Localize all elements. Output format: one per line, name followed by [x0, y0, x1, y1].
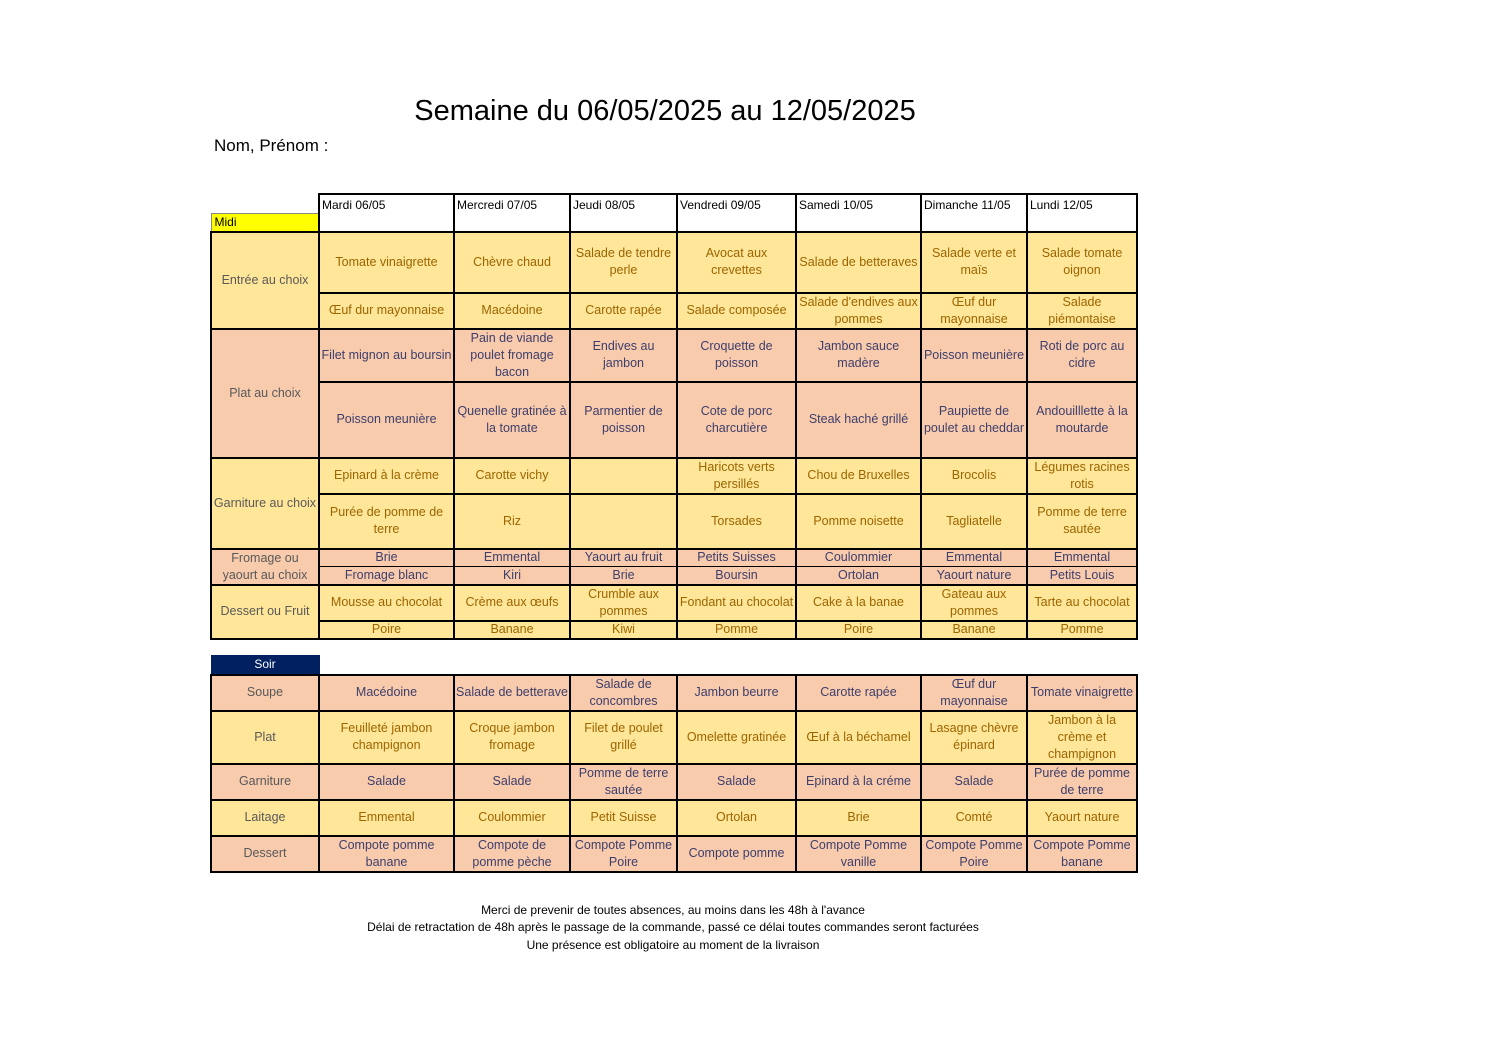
menu-cell: Pomme	[677, 621, 796, 639]
menu-cell: Carotte rapée	[570, 293, 677, 329]
menu-cell: Œuf à la béchamel	[796, 711, 921, 764]
menu-cell: Compote Pomme banane	[1027, 836, 1137, 872]
menu-cell: Emmental	[454, 549, 570, 567]
page-title: Semaine du 06/05/2025 au 12/05/2025	[414, 95, 916, 127]
menu-cell: Compote Pomme Poire	[570, 836, 677, 872]
menu-cell: Croquette de poisson	[677, 329, 796, 382]
day-header: Mercredi 07/05	[454, 194, 570, 232]
menu-cell: Pomme noisette	[796, 494, 921, 549]
menu-row	[211, 800, 1137, 836]
menu-cell: Brie	[796, 800, 921, 836]
menu-cell	[570, 458, 677, 494]
menu-cell: Chou de Bruxelles	[796, 458, 921, 494]
menu-cell	[570, 494, 677, 549]
menu-cell: Steak haché grillé	[796, 382, 921, 458]
menu-cell: Tomate vinaigrette	[319, 232, 454, 293]
menu-cell: Jambon beurre	[677, 675, 796, 711]
menu-cell: Yaourt nature	[921, 567, 1027, 585]
menu-row	[211, 494, 1137, 549]
menu-cell: Salade de betteraves	[796, 232, 921, 293]
menu-cell: Paupiette de poulet au cheddar	[921, 382, 1027, 458]
menu-cell: Cote de porc charcutière	[677, 382, 796, 458]
menu-cell: Carotte vichy	[454, 458, 570, 494]
menu-cell: Torsades	[677, 494, 796, 549]
menu-cell: Yaourt au fruit	[570, 549, 677, 567]
day-header: Lundi 12/05	[1027, 194, 1137, 232]
menu-cell: Fromage blanc	[319, 567, 454, 585]
menu-cell: Epinard à la créme	[796, 764, 921, 800]
menu-cell: Ortolan	[677, 800, 796, 836]
menu-row	[211, 621, 1137, 639]
menu-cell: Poisson meunière	[319, 382, 454, 458]
menu-row	[211, 764, 1137, 800]
menu-cell: Banane	[454, 621, 570, 639]
menu-cell: Banane	[921, 621, 1027, 639]
menu-cell: Pomme de terre sautée	[570, 764, 677, 800]
menu-cell: Andouilllette à la moutarde	[1027, 382, 1137, 458]
menu-cell: Petits Louis	[1027, 567, 1137, 585]
menu-cell: Salade de concombres	[570, 675, 677, 711]
menu-cell: Crème aux œufs	[454, 585, 570, 621]
menu-cell: Purée de pomme de terre	[319, 494, 454, 549]
menu-cell: Compote Pomme Poire	[921, 836, 1027, 872]
menu-cell: Omelette gratinée	[677, 711, 796, 764]
menu-row	[211, 549, 1137, 567]
menu-row	[211, 585, 1137, 621]
footer-line-1: Merci de prevenir de toutes absences, au moins dans les 48h à l'avance	[481, 903, 865, 917]
menu-cell: Purée de pomme de terre	[1027, 764, 1137, 800]
blank-cell	[921, 656, 1027, 675]
menu-cell: Quenelle gratinée à la tomate	[454, 382, 570, 458]
menu-cell: Jambon à la crème et champignon	[1027, 711, 1137, 764]
menu-row	[211, 293, 1137, 329]
menu-cell: Salade tomate oignon	[1027, 232, 1137, 293]
menu-cell: Salade verte et maïs	[921, 232, 1027, 293]
menu-row	[211, 711, 1137, 764]
menu-cell: Pomme de terre sautée	[1027, 494, 1137, 549]
menu-cell: Pomme	[1027, 621, 1137, 639]
menu-cell: Mousse au chocolat	[319, 585, 454, 621]
menu-row	[211, 675, 1137, 711]
menu-cell: Salade	[677, 764, 796, 800]
day-header: Mardi 06/05	[319, 194, 454, 232]
footer-line-3: Une présence est obligatoire au moment de la livraison	[526, 938, 820, 952]
menu-cell: Filet de poulet grillé	[570, 711, 677, 764]
category-label-garniture: Garniture au choix	[211, 458, 319, 549]
menu-cell: Salade d'endives aux pommes	[796, 293, 921, 329]
menu-cell: Coulommier	[454, 800, 570, 836]
menu-cell: Pain de viande poulet fromage bacon	[454, 329, 570, 382]
day-header: Jeudi 08/05	[570, 194, 677, 232]
menu-cell: Macédoine	[319, 675, 454, 711]
menu-cell: Carotte rapée	[796, 675, 921, 711]
blank-cell	[677, 656, 796, 675]
footer-line-2: Délai de retractation de 48h après le passage de la commande, passé ce délai toutes commandes seront facturées	[367, 920, 979, 934]
menu-cell: Salade piémontaise	[1027, 293, 1137, 329]
menu-row	[211, 232, 1137, 293]
menu-cell: Poire	[319, 621, 454, 639]
menu-cell: Salade composée	[677, 293, 796, 329]
menu-cell: Crumble aux pommes	[570, 585, 677, 621]
soir-label-row	[211, 656, 1137, 675]
category-label-plat: Plat	[211, 711, 319, 764]
menu-row	[211, 382, 1137, 458]
category-label-fromage: Fromage ou yaourt au choix	[211, 549, 319, 585]
menu-cell: Lasagne chèvre épinard	[921, 711, 1027, 764]
dinner-menu-table	[210, 655, 1138, 873]
menu-cell: Yaourt nature	[1027, 800, 1137, 836]
lunch-menu-table	[210, 193, 1138, 640]
menu-cell: Jambon sauce madère	[796, 329, 921, 382]
menu-cell: Poisson meunière	[921, 329, 1027, 382]
category-label-plat: Plat au choix	[211, 329, 319, 458]
menu-cell: Avocat aux crevettes	[677, 232, 796, 293]
menu-row	[211, 458, 1137, 494]
blank-cell	[796, 656, 921, 675]
menu-cell: Chèvre chaud	[454, 232, 570, 293]
menu-cell: Coulommier	[796, 549, 921, 567]
menu-cell: Kiri	[454, 567, 570, 585]
soir-section-label: Soir	[211, 656, 319, 675]
menu-cell: Epinard à la crème	[319, 458, 454, 494]
menu-cell: Salade	[454, 764, 570, 800]
day-header-row	[211, 194, 1137, 213]
menu-cell: Œuf dur mayonnaise	[921, 293, 1027, 329]
day-header: Samedi 10/05	[796, 194, 921, 232]
menu-cell: Poire	[796, 621, 921, 639]
menu-cell: Œuf dur mayonnaise	[319, 293, 454, 329]
menu-cell: Salade	[319, 764, 454, 800]
menu-cell: Emmental	[1027, 549, 1137, 567]
name-field-label: Nom, Prénom :	[214, 136, 329, 155]
midi-section-label: Midi	[211, 213, 319, 232]
category-label-dessert: Dessert	[211, 836, 319, 872]
menu-cell: Feuilleté jambon champignon	[319, 711, 454, 764]
menu-cell: Macédoine	[454, 293, 570, 329]
menu-cell: Tomate vinaigrette	[1027, 675, 1137, 711]
menu-cell: Salade	[921, 764, 1027, 800]
menu-cell: Filet mignon au boursin	[319, 329, 454, 382]
day-header: Vendredi 09/05	[677, 194, 796, 232]
menu-cell: Ortolan	[796, 567, 921, 585]
menu-cell: Tarte au chocolat	[1027, 585, 1137, 621]
menu-cell: Petits Suisses	[677, 549, 796, 567]
menu-cell: Petit Suisse	[570, 800, 677, 836]
category-label-dessert: Dessert ou Fruit	[211, 585, 319, 639]
menu-cell: Cake à la banae	[796, 585, 921, 621]
menu-row	[211, 329, 1137, 382]
menu-cell: Œuf dur mayonnaise	[921, 675, 1027, 711]
blank-cell	[570, 656, 677, 675]
menu-cell: Haricots verts persillés	[677, 458, 796, 494]
menu-cell: Compote pomme banane	[319, 836, 454, 872]
menu-cell: Gateau aux pommes	[921, 585, 1027, 621]
menu-cell: Brie	[319, 549, 454, 567]
menu-cell: Kiwi	[570, 621, 677, 639]
category-label-soupe: Soupe	[211, 675, 319, 711]
blank-cell	[319, 656, 454, 675]
menu-row	[211, 567, 1137, 585]
menu-cell: Compote pomme	[677, 836, 796, 872]
blank-cell	[454, 656, 570, 675]
header-corner	[211, 194, 319, 213]
menu-cell: Brie	[570, 567, 677, 585]
menu-cell: Roti de porc au cidre	[1027, 329, 1137, 382]
menu-cell: Emmental	[319, 800, 454, 836]
blank-cell	[1027, 656, 1137, 675]
category-label-entree: Entrée au choix	[211, 232, 319, 329]
category-label-laitage: Laitage	[211, 800, 319, 836]
day-header: Dimanche 11/05	[921, 194, 1027, 232]
menu-cell: Parmentier de poisson	[570, 382, 677, 458]
menu-cell: Compote Pomme vanille	[796, 836, 921, 872]
menu-cell: Tagliatelle	[921, 494, 1027, 549]
menu-cell: Salade de tendre perle	[570, 232, 677, 293]
menu-cell: Boursin	[677, 567, 796, 585]
menu-cell: Brocolis	[921, 458, 1027, 494]
menu-cell: Compote de pomme pèche	[454, 836, 570, 872]
menu-cell: Légumes racines rotis	[1027, 458, 1137, 494]
menu-cell: Emmental	[921, 549, 1027, 567]
menu-row	[211, 836, 1137, 872]
menu-cell: Riz	[454, 494, 570, 549]
menu-cell: Endives au jambon	[570, 329, 677, 382]
menu-cell: Fondant au chocolat	[677, 585, 796, 621]
menu-cell: Comté	[921, 800, 1027, 836]
menu-cell: Salade de betterave	[454, 675, 570, 711]
category-label-garniture: Garniture	[211, 764, 319, 800]
menu-cell: Croque jambon fromage	[454, 711, 570, 764]
